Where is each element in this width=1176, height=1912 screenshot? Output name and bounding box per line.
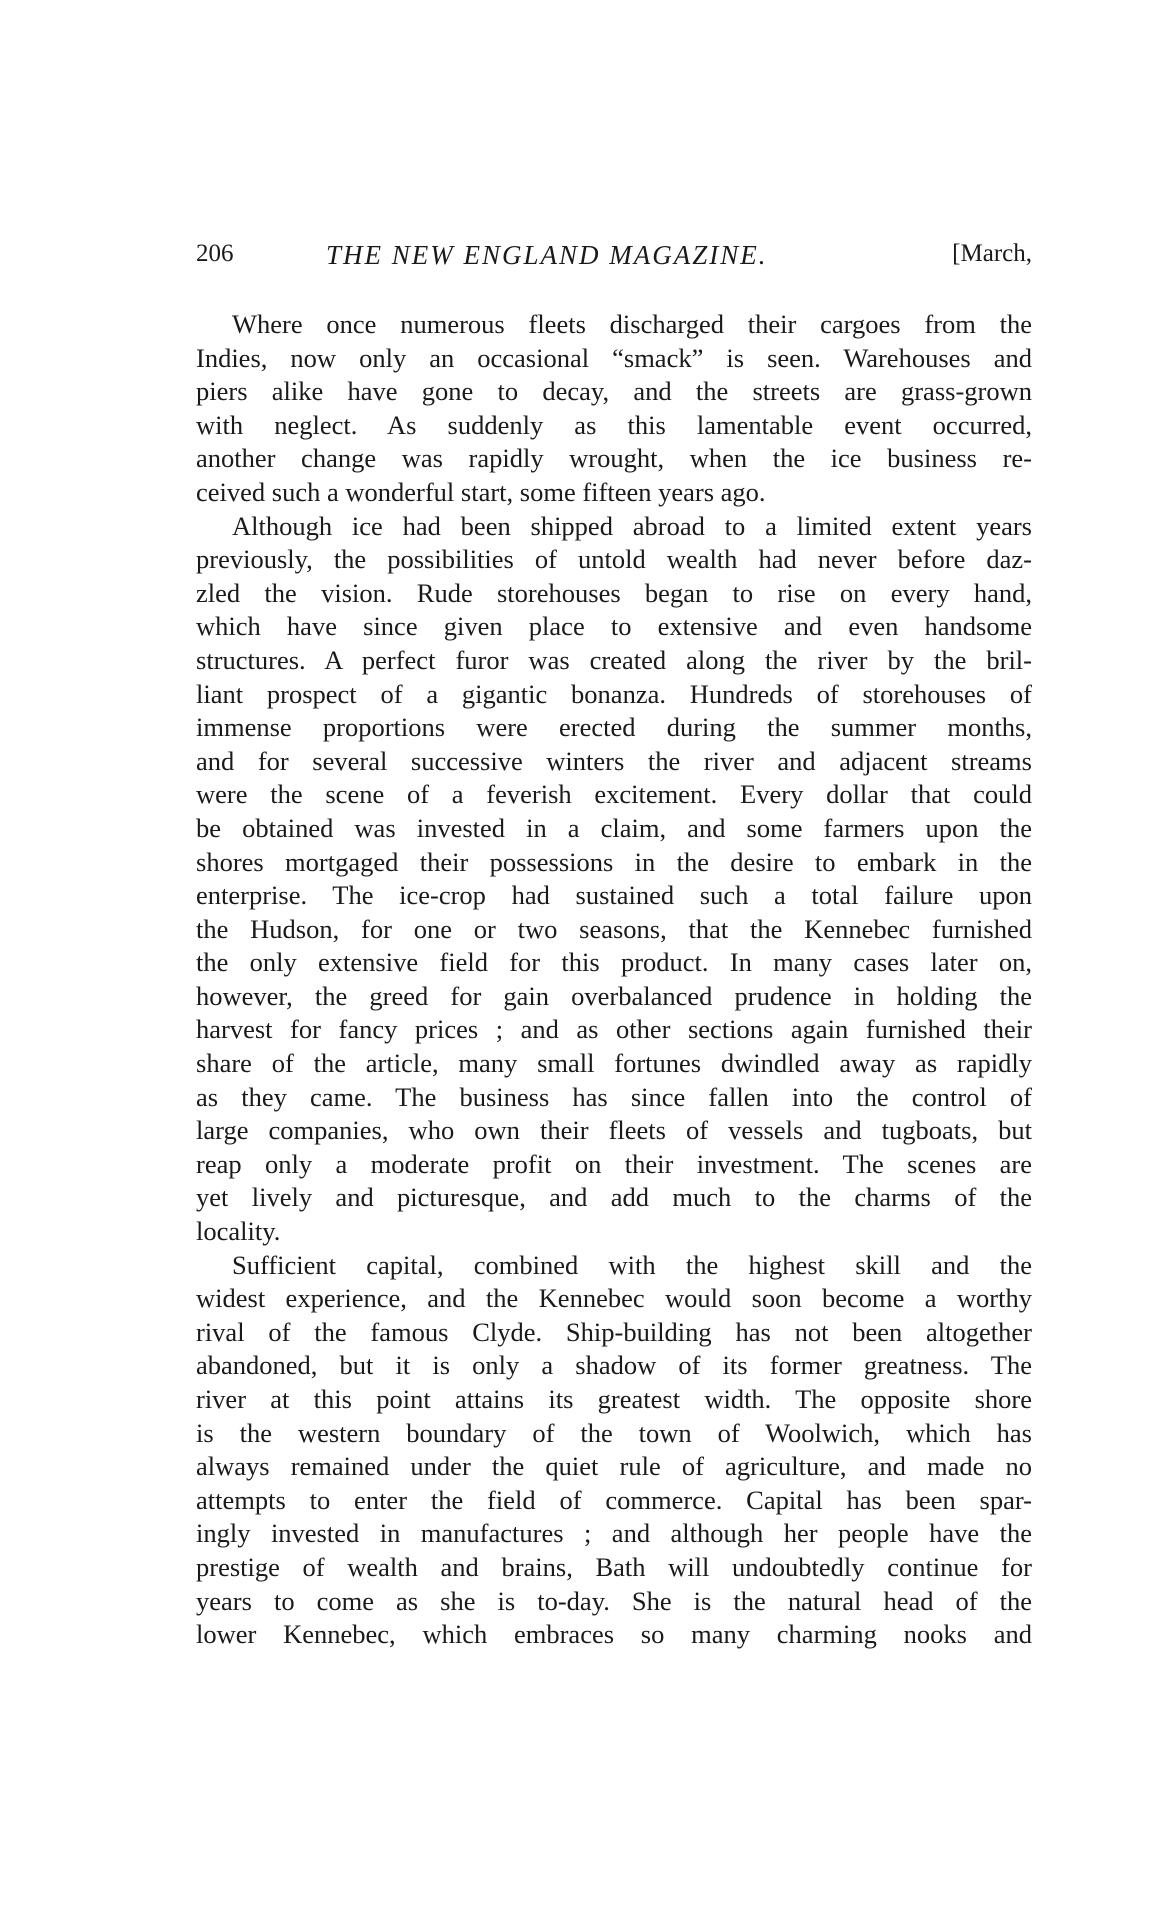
text-line: Indies, now only an occasional “smack” is seen. Warehouses and [196,342,1032,373]
text-line: years to come as she is to-day. She is the natural head of the [196,1585,1032,1616]
text-line: previously, the possibilities of untold wealth had never before daz- [196,544,1032,575]
text-line: zled the vision. Rude storehouses began to rise on every hand, [196,577,1032,608]
text-line: the only extensive field for this product. In many cases later on, [196,947,1032,978]
text-line: structures. A perfect furor was created along the river by the bril- [196,644,1032,675]
text-line: which have since given place to extensive and even handsome [196,611,1032,642]
text-line: enterprise. The ice-crop had sustained such a total failure upon [196,880,1032,911]
text-line: liant prospect of a gigantic bonanza. Hundreds of storehouses of [196,678,1032,709]
text-line: abandoned, but it is only a shadow of its former greatness. The [196,1350,1032,1381]
running-month: [March, [952,240,1032,267]
text-line: another change was rapidly wrought, when the ice business re- [196,443,1032,474]
text-line: lower Kennebec, which embraces so many charming nooks and [196,1619,1032,1650]
text-line: shores mortgaged their possessions in the desire to embark in the [196,846,1032,877]
running-header [196,240,1032,280]
text-line: ingly invested in manufactures ; and although her people have the [196,1518,1032,1549]
text-line: as they came. The business has since fallen into the control of [196,1081,1032,1112]
text-line: attempts to enter the field of commerce. Capital has been spar- [196,1484,1032,1515]
article-body [196,308,1032,1652]
text-line: piers alike have gone to decay, and the streets are grass-grown [196,376,1032,407]
text-line: yet lively and picturesque, and add much to the charms of the [196,1182,1032,1213]
text-line: large companies, who own their fleets of vessels and tugboats, but [196,1115,1032,1146]
text-line: Although ice had been shipped abroad to a limited extent years [232,510,1032,541]
text-line: were the scene of a feverish excitement. Every dollar that could [196,779,1032,810]
text-line: the Hudson, for one or two seasons, that the Kennebec furnished [196,913,1032,944]
page-number: 206 [196,240,234,267]
text-line: share of the article, many small fortunes dwindled away as rapidly [196,1048,1032,1079]
text-line: rival of the famous Clyde. Ship-building has not been altogether [196,1316,1032,1347]
text-line: ceived such a wonderful start, some fifteen years ago. [196,476,766,507]
text-line: immense proportions were erected during the summer months, [196,712,1032,743]
text-line: reap only a moderate profit on their investment. The scenes are [196,1148,1032,1179]
text-line: prestige of wealth and brains, Bath will undoubtedly continue for [196,1551,1032,1582]
text-line: widest experience, and the Kennebec would soon become a worthy [196,1283,1032,1314]
text-line: harvest for fancy prices ; and as other sections again furnished their [196,1014,1032,1045]
text-line: always remained under the quiet rule of agriculture, and made no [196,1451,1032,1482]
text-line: river at this point attains its greatest width. The opposite shore [196,1384,1032,1414]
text-line: Sufficient capital, combined with the highest skill and the [232,1249,1032,1280]
text-line: Where once numerous fleets discharged their cargoes from the [232,309,1032,339]
running-title: THE NEW ENGLAND MAGAZINE. [326,240,768,270]
text-line: is the western boundary of the town of Woolwich, which has [196,1417,1032,1448]
text-line: with neglect. As suddenly as this lamentable event occurred, [196,409,1032,440]
text-line: however, the greed for gain overbalanced prudence in holding the [196,980,1032,1011]
text-line: be obtained was invested in a claim, and some farmers upon the [196,812,1032,843]
text-line: and for several successive winters the river and adjacent streams [196,745,1032,776]
text-line: locality. [196,1216,281,1247]
